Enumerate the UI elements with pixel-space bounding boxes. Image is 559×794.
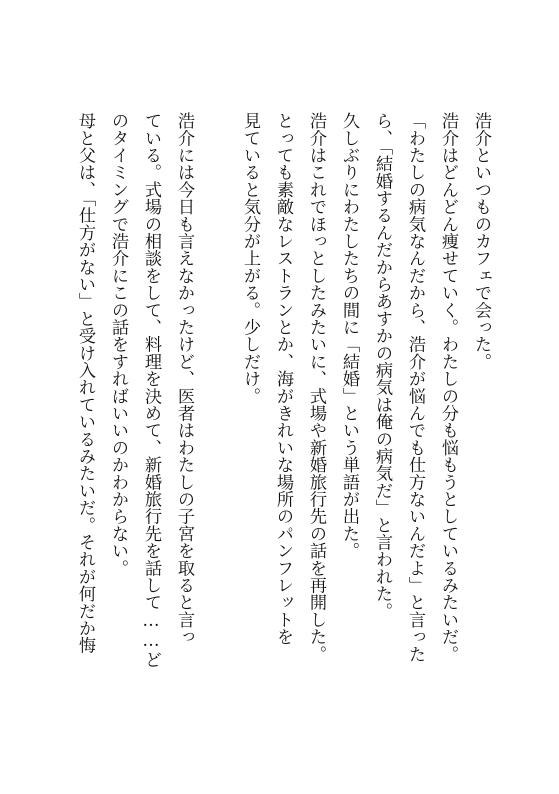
text-line-8: 見ていると気分が上がる。少しだけ。 — [240, 112, 260, 405]
text-line-6: 浩介はこれでほっとしたみたいに、式場や新婚旅行先の話を再開した。 — [306, 112, 326, 663]
text-line-5: 久しぶりにわたしたちの間に「結婚」という単語が出た。 — [339, 112, 359, 560]
text-line-1: 浩介といつものカフェで会った。 — [471, 112, 491, 370]
text-line-11: のタイミングで浩介にこの話をすればいいのかわからない。 — [108, 112, 128, 577]
text-line-10: ている。式場の相談をして、料理を決めて、新婚旅行先を話して……ど — [141, 112, 161, 668]
vertical-text-body — [68, 112, 497, 702]
text-line-12: 母と父は、「仕方がない」と受け入れているみたいだ。それが何だか悔 — [75, 112, 95, 654]
text-line-9: 浩介には今日も言えなかったけど、医者はわたしの子宮を取ると言っ — [174, 112, 194, 646]
text-line-4: ら、「結婚するんだからあすかの病気は俺の病気だ」と言われた。 — [372, 112, 392, 620]
text-line-3: 「わたしの病気なんだから、浩介が悩んでも仕方ないんだよ」と言った — [405, 112, 425, 663]
text-line-2: 浩介はどんどん痩せていく。わたしの分も悩もうとしているみたいだ。 — [438, 112, 458, 663]
paragraph-break — [200, 112, 233, 702]
text-line-7: とっても素敵なレストランとか、海がきれいな場所のパンフレットを — [273, 112, 293, 646]
